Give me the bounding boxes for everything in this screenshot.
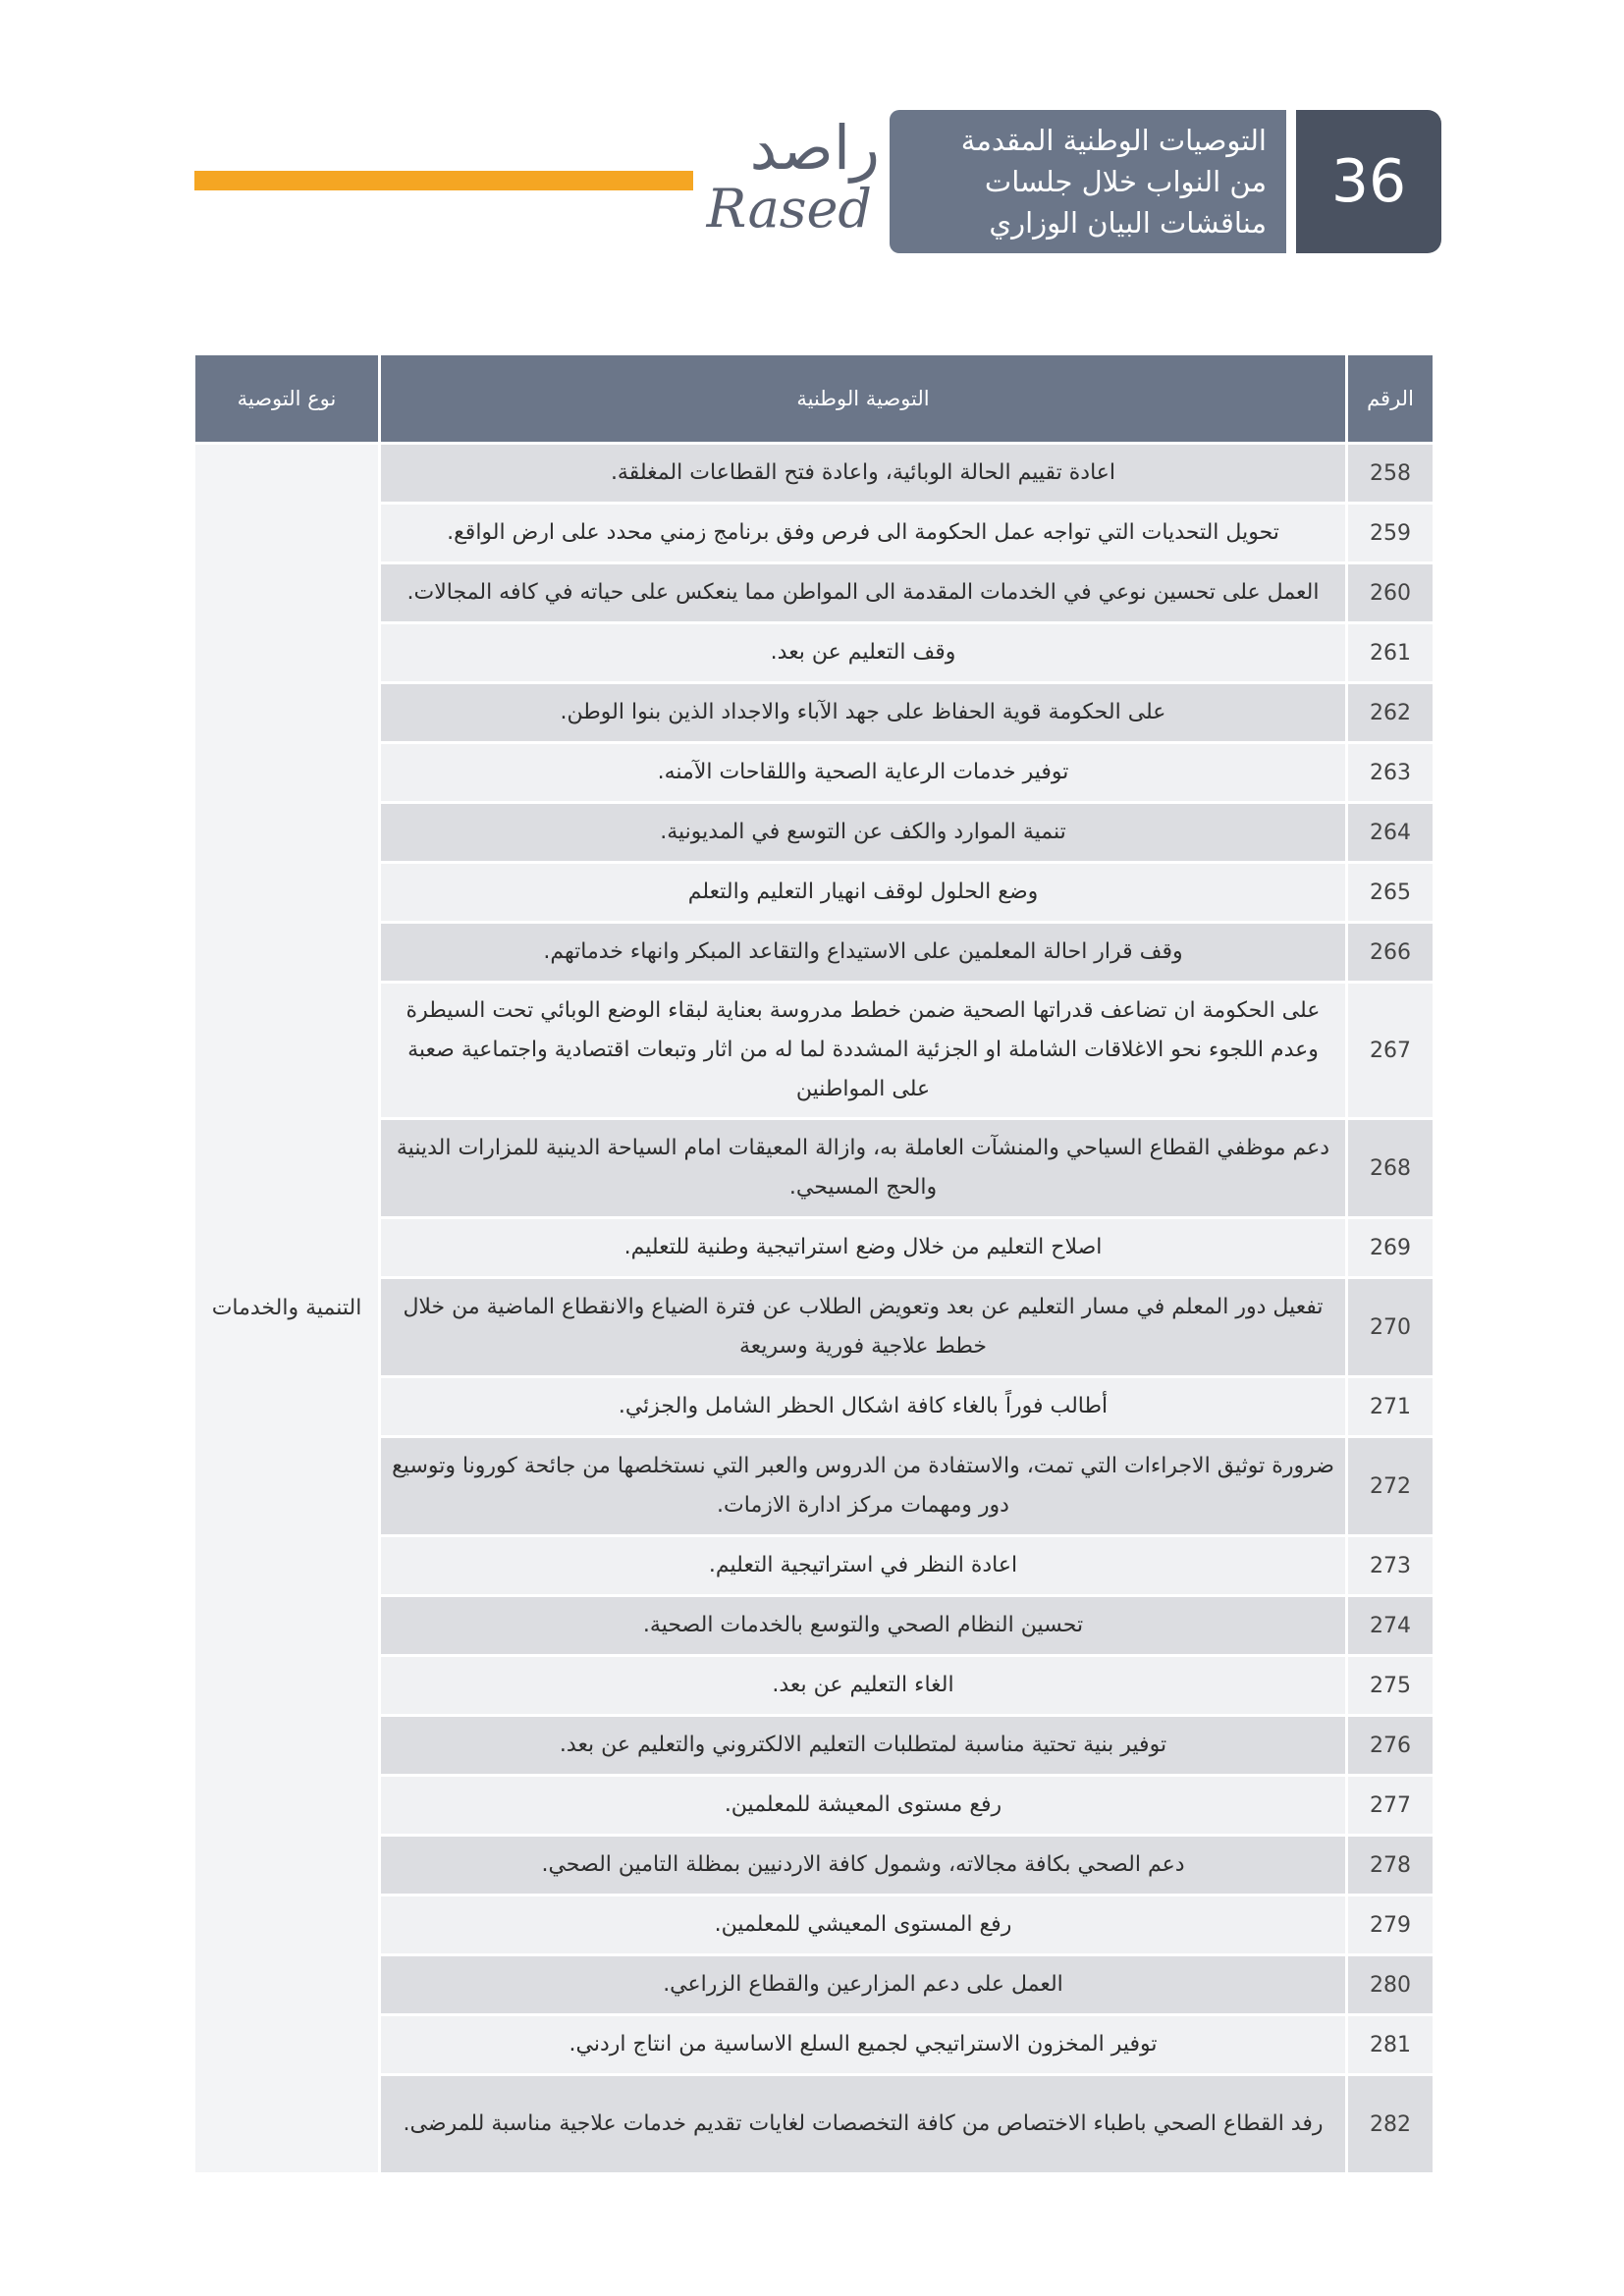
table-header-row <box>195 355 1433 442</box>
row-number: 275 <box>1348 1657 1433 1714</box>
column-header-type: نوع التوصية <box>195 355 378 442</box>
row-number: 272 <box>1348 1438 1433 1534</box>
row-number: 270 <box>1348 1279 1433 1375</box>
column-header-number: الرقم <box>1348 355 1433 442</box>
table-row <box>195 1717 1433 1774</box>
table-row <box>195 505 1433 561</box>
row-number: 282 <box>1348 2076 1433 2172</box>
table-row <box>195 1378 1433 1435</box>
recommendation-type: التنمية والخدمات <box>195 445 378 2172</box>
table-row <box>195 744 1433 801</box>
row-number: 276 <box>1348 1717 1433 1774</box>
row-recommendation: توفير المخزون الاستراتيجي لجميع السلع الاساسية من انتاج اردني. <box>381 2016 1345 2073</box>
table-row <box>195 2016 1433 2073</box>
page-number: 36 <box>1296 110 1441 253</box>
row-number: 264 <box>1348 804 1433 861</box>
row-recommendation: رفع المستوى المعيشي للمعلمين. <box>381 1896 1345 1953</box>
row-recommendation: اعادة تقييم الحالة الوبائية، واعادة فتح القطاعات المغلقة. <box>381 445 1345 502</box>
table-row <box>195 1279 1433 1375</box>
row-number: 273 <box>1348 1537 1433 1594</box>
row-recommendation: رفد القطاع الصحي باطباء الاختصاص من كافة التخصصات لغايات تقديم خدمات علاجية مناسبة للمرضى. <box>381 2076 1345 2172</box>
table-row <box>195 1438 1433 1534</box>
row-number: 265 <box>1348 864 1433 921</box>
logo-english: Rased <box>706 178 872 240</box>
logo-arabic: راصد <box>749 112 880 184</box>
row-recommendation: على الحكومة ان تضاعف قدراتها الصحية ضمن خطط مدروسة بعناية لبقاء الوضع الوبائي تحت السيطرة وعدم اللجوء نحو الاغلاقات الشاملة او الجزئية المشددة لما له من اثار وتبعات اقتصادية واجتماعية صعبة على المواطنين <box>381 984 1345 1117</box>
table-row <box>195 804 1433 861</box>
header-accent-bar <box>194 171 693 190</box>
row-recommendation: توفير بنية تحتية مناسبة لمتطلبات التعليم الالكتروني والتعليم عن بعد. <box>381 1717 1345 1774</box>
report-title-box <box>890 110 1286 253</box>
row-recommendation: العمل على دعم المزارعين والقطاع الزراعي. <box>381 1956 1345 2013</box>
table-row <box>195 1597 1433 1654</box>
row-number: 279 <box>1348 1896 1433 1953</box>
table-row <box>195 624 1433 681</box>
row-recommendation: تفعيل دور المعلم في مسار التعليم عن بعد وتعويض الطلاب عن فترة الضياع والانقطاع الماضية من خلال خطط علاجية فورية وسريعة <box>381 1279 1345 1375</box>
row-number: 280 <box>1348 1956 1433 2013</box>
table-row <box>195 1837 1433 1894</box>
table-row <box>195 1120 1433 1216</box>
row-recommendation: وقف التعليم عن بعد. <box>381 624 1345 681</box>
row-number: 260 <box>1348 564 1433 621</box>
row-number: 269 <box>1348 1219 1433 1276</box>
table-row <box>195 445 1433 502</box>
table-row <box>195 1219 1433 1276</box>
row-number: 267 <box>1348 984 1433 1117</box>
table-row <box>195 1896 1433 1953</box>
title-line-1: التوصيات الوطنية المقدمة <box>960 124 1267 157</box>
row-number: 278 <box>1348 1837 1433 1894</box>
table-row <box>195 864 1433 921</box>
row-number: 266 <box>1348 924 1433 981</box>
column-header-recommendation: التوصية الوطنية <box>381 355 1345 442</box>
row-number: 262 <box>1348 684 1433 741</box>
table-row <box>195 1657 1433 1714</box>
table-row <box>195 684 1433 741</box>
recommendations-table <box>192 352 1435 2175</box>
table-row <box>195 564 1433 621</box>
row-recommendation: على الحكومة قوية الحفاظ على جهد الآباء والاجداد الذين بنوا الوطن. <box>381 684 1345 741</box>
rased-logo <box>703 112 880 245</box>
row-recommendation: دعم موظفي القطاع السياحي والمنشآت العاملة به، وازالة المعيقات امام السياحة الدينية للمزارات الدينية والحج المسيحي. <box>381 1120 1345 1216</box>
table-row <box>195 1777 1433 1834</box>
row-recommendation: ضرورة توثيق الاجراءات التي تمت، والاستفادة من الدروس والعبر التي نستخلصها من جائحة كورونا وتوسيع دور ومهمات مركز ادارة الازمات. <box>381 1438 1345 1534</box>
row-recommendation: توفير خدمات الرعاية الصحية واللقاحات الآمنه. <box>381 744 1345 801</box>
row-number: 259 <box>1348 505 1433 561</box>
row-recommendation: تحسين النظام الصحي والتوسع بالخدمات الصحية. <box>381 1597 1345 1654</box>
row-recommendation: تحويل التحديات التي تواجه عمل الحكومة الى فرص وفق برنامج زمني محدد على ارض الواقع. <box>381 505 1345 561</box>
row-recommendation: اعادة النظر في استراتيجية التعليم. <box>381 1537 1345 1594</box>
title-line-3: مناقشات البيان الوزاري <box>989 206 1267 240</box>
row-recommendation: الغاء التعليم عن بعد. <box>381 1657 1345 1714</box>
table-row <box>195 984 1433 1117</box>
row-number: 268 <box>1348 1120 1433 1216</box>
row-number: 277 <box>1348 1777 1433 1834</box>
table-row <box>195 2076 1433 2172</box>
table-row <box>195 1537 1433 1594</box>
row-number: 274 <box>1348 1597 1433 1654</box>
row-recommendation: العمل على تحسين نوعي في الخدمات المقدمة الى المواطن مما ينعكس على حياته في كافه المجالات. <box>381 564 1345 621</box>
table-row <box>195 1956 1433 2013</box>
row-recommendation: أطالب فوراً بالغاء كافة اشكال الحظر الشامل والجزئي. <box>381 1378 1345 1435</box>
row-recommendation: تنمية الموارد والكف عن التوسع في المديونية. <box>381 804 1345 861</box>
table-row <box>195 924 1433 981</box>
row-number: 263 <box>1348 744 1433 801</box>
title-line-2: من النواب خلال جلسات <box>984 165 1267 198</box>
row-recommendation: دعم الصحي بكافة مجالاته، وشمول كافة الاردنيين بمظلة التامين الصحي. <box>381 1837 1345 1894</box>
row-number: 261 <box>1348 624 1433 681</box>
row-recommendation: وقف قرار احالة المعلمين على الاستيداع والتقاعد المبكر وانهاء خدماتهم. <box>381 924 1345 981</box>
row-number: 271 <box>1348 1378 1433 1435</box>
row-recommendation: رفع مستوى المعيشة للمعلمين. <box>381 1777 1345 1834</box>
row-number: 258 <box>1348 445 1433 502</box>
row-recommendation: اصلاح التعليم من خلال وضع استراتيجية وطنية للتعليم. <box>381 1219 1345 1276</box>
row-number: 281 <box>1348 2016 1433 2073</box>
row-recommendation: وضع الحلول لوقف انهيار التعليم والتعلم <box>381 864 1345 921</box>
